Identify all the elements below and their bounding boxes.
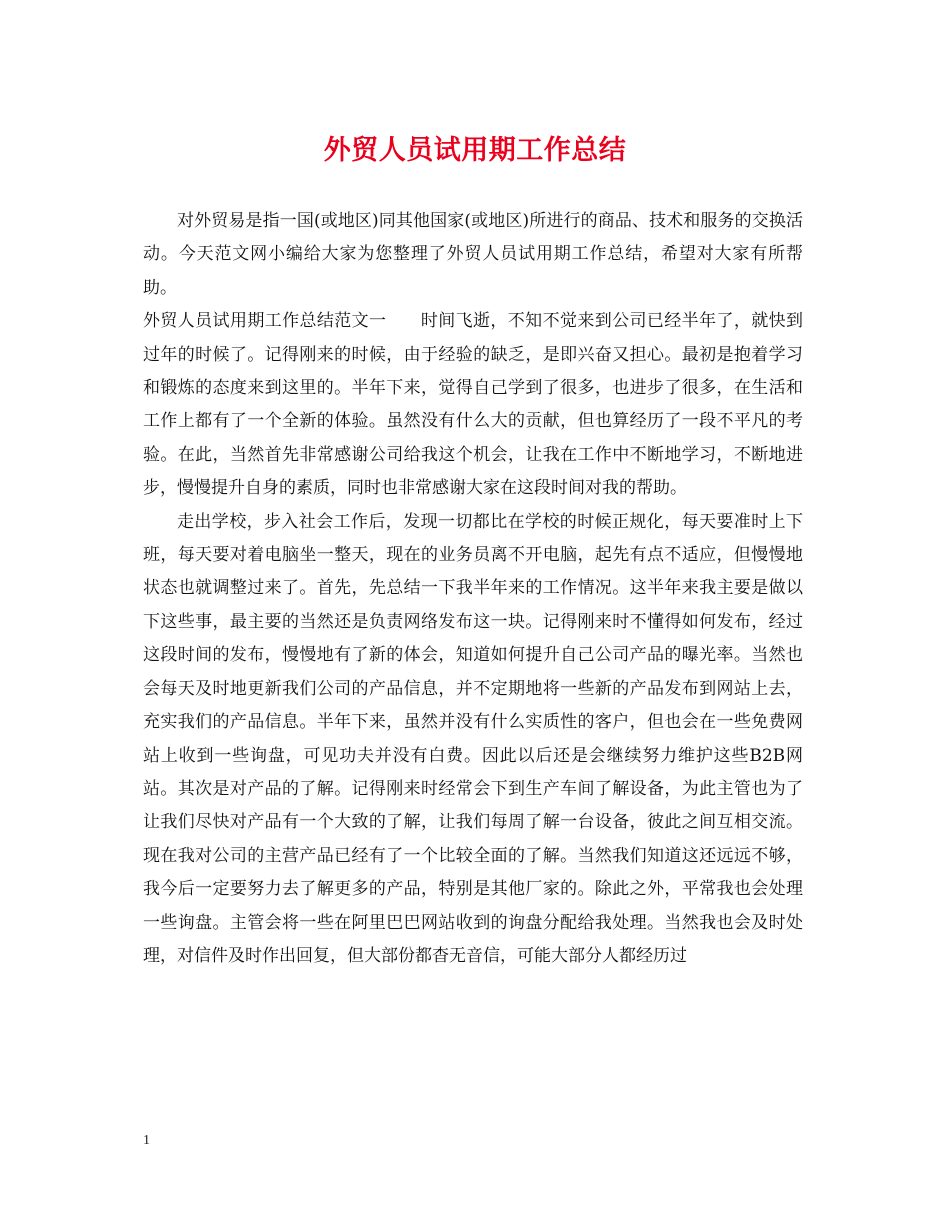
document-body [143, 205, 803, 973]
section-paragraph [143, 305, 803, 505]
intro-paragraph: 对外贸易是指一国(或地区)同其他国家(或地区)所进行的商品、技术和服务的交换活动。今天范文网小编给大家为您整理了外贸人员试用期工作总结，希望对大家有所帮助。 [143, 211, 803, 298]
section-text: 时间飞逝，不知不觉来到公司已经半年了，就快到过年的时候了。记得刚来的时候，由于经验的缺乏，是即兴奋又担心。最初是抱着学习和锻炼的态度来到这里的。半年下来，觉得自己学到了很多，也进步了很多，在生活和工作上都有了一个全新的体验。虽然没有什么大的贡献，但也算经历了一段不平凡的考验。在此，当然首先非常感谢公司给我这个机会，让我在工作中不断地学习，不断地进步，慢慢提升自身的素质，同时也非常感谢大家在这段时间对我的帮助。 [143, 311, 804, 499]
work-summary-paragraph: 走出学校，步入社会工作后，发现一切都比在学校的时候正规化，每天要准时上下班，每天要对着电脑坐一整天，现在的业务员离不开电脑，起先有点不适应，但慢慢地状态也就调整过来了。首先，先总结一下我半年来的工作情况。这半年来我主要是做以下这些事，最主要的当然还是负责网络发布这一块。记得刚来时不懂得如何发布，经过这段时间的发布，慢慢地有了新的体会，知道如何提升自己公司产品的曝光率。当然也会每天及时地更新我们公司的产品信息，并不定期地将一些新的产品发布到网站上去，充实我们的产品信息。半年下来，虽然并没有什么实质性的客户，但也会在一些免费网站上收到一些询盘，可见功夫并没有白费。因此以后还是会继续努力维护这些B2B网站。其次是对产品的了解。记得刚来时经常会下到生产车间了解设备，为此主管也为了让我们尽快对产品有一个大致的了解，让我们每周了解一台设备，彼此之间互相交流。现在我对公司的主营产品已经有了一个比较全面的了解。当然我们知道这还远远不够，我今后一定要努力去了解更多的产品，特别是其他厂家的。除此之外，平常我也会处理一些询盘。主管会将一些在阿里巴巴网站收到的询盘分配给我处理。当然我也会及时处理，对信件及时作出回复，但大部份都杳无音信，可能大部分人都经历过 [143, 511, 803, 966]
section-heading: 外贸人员试用期工作总结范文一 [143, 311, 387, 332]
document-title: 外贸人员试用期工作总结 [323, 135, 627, 166]
page-number: 1 [143, 1133, 150, 1148]
